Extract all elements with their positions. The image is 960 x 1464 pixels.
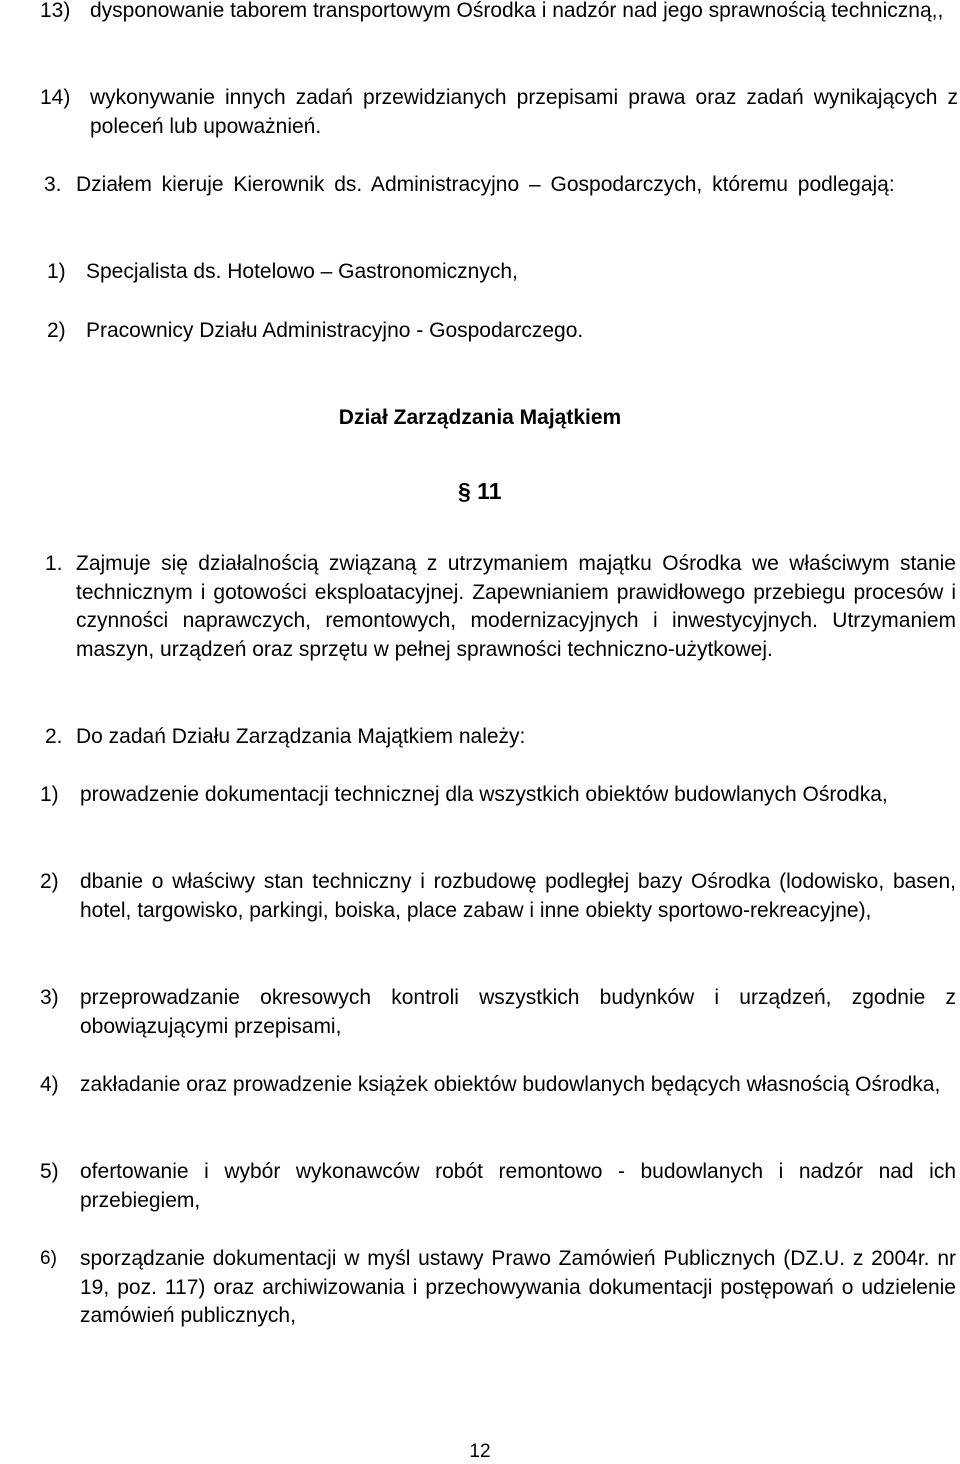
list-item-text: Pracownicy Działu Administracyjno - Gospodarczego. [86, 319, 584, 342]
section-point-number: 2. [45, 725, 63, 748]
list-item-text: dbanie o właściwy stan techniczny i rozbudowę podległej bazy Ośrodka (lodowisko, basen, hotel, targowisko, parkingi, boiska, place zabaw i inne obiekty sportowo-rekreacyjne), [80, 870, 956, 922]
list-item-number: 2) [40, 870, 59, 893]
list-item-text: dysponowanie taborem transportowym Ośrodka i nadzór nad jego sprawnością techniczną,, [90, 0, 944, 22]
list-item-text: wykonywanie innych zadań przewidzianych przepisami prawa oraz zadań wynikających z poleceń lub upoważnień. [90, 86, 958, 138]
list-item-number: 4) [40, 1073, 59, 1096]
section-point-number: 1. [45, 552, 63, 575]
list-item-text: Specjalista ds. Hotelowo – Gastronomicznych, [86, 260, 518, 283]
page-number: 12 [469, 1441, 491, 1462]
list-item-number: 13) [40, 0, 71, 22]
section-title: Dział Zarządzania Majątkiem [338, 406, 622, 429]
list-item-text: prowadzenie dokumentacji technicznej dla wszystkich obiektów budowlanych Ośrodka, [80, 783, 888, 806]
list-item-text: sporządzanie dokumentacji w myśl ustawy Prawo Zamówień Publicznych (DZ.U. z 2004r. nr 19, poz. 117) oraz archiwizowania i przechowywania dokumentacji postępowań o udzielenie zamówień publicznych, [80, 1247, 956, 1327]
section-point-number: 3. [44, 173, 62, 196]
list-item-number: 6) [40, 1248, 57, 1269]
section-point-text: Zajmuje się działalnością związaną z utrzymaniem majątku Ośrodka we właściwym stanie technicznym i gotowości eksploatacyjnej. Zapewnianiem prawidłowego przebiegu procesów i czynności naprawczych, remontowych, modernizacyjnych i inwestycyjnych. Utrzymaniem maszyn, urządzeń oraz sprzętu w pełnej sprawności techniczno-użytkowej. [76, 552, 956, 661]
list-item-number: 14) [40, 86, 71, 109]
section-point-text: Do zadań Działu Zarządzania Majątkiem należy: [76, 725, 526, 748]
list-item-number: 1) [40, 783, 59, 806]
section-point-text: Działem kieruje Kierownik ds. Administracyjno – Gospodarczych, któremu podlegają: [76, 173, 895, 196]
list-item-number: 5) [40, 1160, 59, 1183]
list-item-text: ofertowanie i wybór wykonawców robót remontowo - budowlanych i nadzór nad ich przebiegiem, [80, 1160, 956, 1212]
list-item-text: zakładanie oraz prowadzenie książek obiektów budowlanych będących własnością Ośrodka, [80, 1073, 941, 1096]
list-item-number: 3) [40, 986, 59, 1009]
list-item-number: 2) [47, 319, 66, 342]
list-item-text: przeprowadzanie okresowych kontroli wszystkich budynków i urządzeń, zgodnie z obowiązującymi przepisami, [80, 986, 956, 1038]
list-item-number: 1) [47, 260, 66, 283]
paragraph-mark: § 11 [458, 478, 502, 504]
